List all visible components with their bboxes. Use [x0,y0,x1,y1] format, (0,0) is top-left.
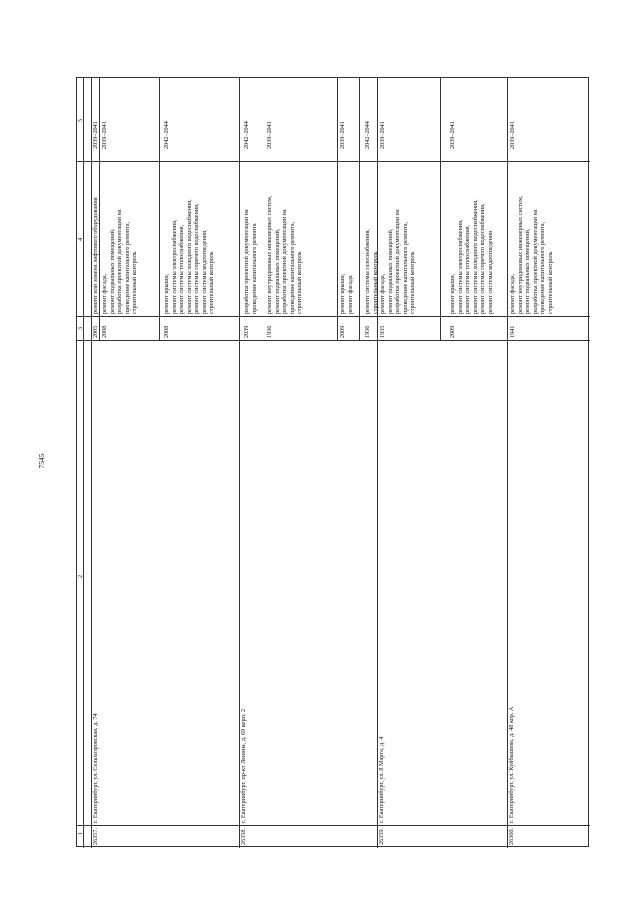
column-divider [77,161,590,162]
work-item: строительный контроль [131,251,138,314]
repair-schedule-table [76,77,589,847]
work-item: разработка проектной документации на [116,209,123,314]
repair-period: 2039–2041 [379,121,386,149]
construction-year: 1936 [364,325,371,338]
work-item: строительный контроль [296,251,303,314]
construction-year: 1941 [509,325,516,338]
work-item: ремонт крыши, [449,273,456,314]
work-item: ремонт внутридомовых инженерных систем, [266,195,273,314]
row-address: г. Екатеринбург, пр-кт Ленина, д. 69 корп. 2 [240,708,247,823]
column-header-2: 2 [77,574,84,578]
construction-year: 2008 [163,325,170,338]
work-item: разработка проектной документации на [394,209,401,314]
group-divider [337,78,338,340]
work-item: ремонт системы водоотведения [486,231,494,314]
repair-period: 2039–2041 [509,121,516,149]
work-item: проведение капитального ремонта, [539,221,546,314]
repair-period: 2039–2041 [339,121,346,149]
work-item: ремонт системы электроснабжения, [456,219,464,314]
work-item: ремонт фасада, [379,273,386,314]
repair-period: 2042–2044 [364,121,371,149]
work-item: проведение капитального ремонта, [288,221,296,314]
work-item: ремонт системы электроснабжения, [170,219,178,314]
repair-period: 2039–2041 [101,121,108,149]
group-divider [440,78,441,340]
repair-period: 2042–2044 [163,121,170,149]
row-address: г. Екатеринбург, ул. Сельхозровская, д. 74 [92,713,99,823]
column-divider [77,825,590,826]
column-header-4: 4 [77,237,84,241]
repair-period: 2039–2041 [266,121,273,149]
work-item: строительный контроль [371,251,379,314]
work-item: ремонт крыши, [339,273,346,314]
work-item: разработка проектной документации на [531,209,539,314]
work-item: ремонт фасада [346,275,354,314]
construction-year: 2009 [449,325,456,338]
work-item: ремонт системы теплоснабжения, [464,224,471,314]
work-item: ремонт системы горячего водоснабжения, [479,203,486,314]
row-divider [377,78,378,848]
construction-year: 2039 [243,325,250,338]
work-item: проведение капитального ремонта [250,223,258,314]
header-divider [83,78,84,848]
work-item: ремонт подвальных помещений, [524,228,531,314]
work-item: ремонт подвальных помещений, [273,228,281,314]
column-header-3: 3 [77,326,84,330]
construction-year: 1935 [379,325,386,338]
work-item: ремонт внутридомовых инженерных систем, [516,195,524,314]
work-item: ремонт системы холодного водоснабжения, [185,199,193,314]
work-item: разработка проектной документации на [281,209,288,314]
work-item: ремонт или замена лифтового оборудования [92,197,99,314]
row-number: 26357. [92,827,99,845]
work-item: строительный контроль [208,251,215,314]
column-divider [77,340,590,341]
row-address: г. Екатеринбург, ул. 8 Марта, д. 4 [378,736,385,823]
work-item: ремонт системы водоотведения, [200,229,208,314]
group-divider [159,78,160,340]
repair-period: 2042–2044 [243,121,250,149]
row-number: 26360. [508,827,515,845]
work-item: разработка проектной документации на [243,209,250,314]
work-item: ремонт фасада, [101,273,108,314]
repair-period: 2039–2041 [449,121,456,149]
work-item: ремонт подвальных помещений, [386,228,394,314]
work-item: строительный контроль [409,251,416,314]
column-header-1: 1 [77,831,84,835]
work-item: строительный контроль [546,251,554,314]
work-item: ремонт системы горячего водоснабжения, [193,203,200,314]
work-item: ремонт системы холодного водоснабжения, [471,199,479,314]
work-item: ремонт фасада, [509,273,516,314]
column-header-5: 5 [77,118,84,122]
repair-period: 2039–2041 [92,121,99,149]
row-number: 26359. [378,827,385,845]
work-item: ремонт системы газоснабжения, [364,229,371,314]
group-divider [359,78,360,340]
page-number: 7545 [37,453,46,469]
column-divider [77,316,590,317]
row-address: г. Екатеринбург, ул. Куйбышева, д. 48 кор. А [508,706,515,823]
work-item: ремонт крыши, [163,273,170,314]
work-item: проведение капитального ремонта, [401,221,409,314]
work-item: проведение капитального ремонта, [123,221,131,314]
construction-year: 2008 [101,325,108,338]
work-item: ремонт системы теплоснабжения, [178,224,185,314]
construction-year: 2009 [339,325,346,338]
work-item: ремонт подвальных помещений, [108,228,116,314]
construction-year: 2005 [92,325,99,338]
construction-year: 1936 [266,325,273,338]
row-number: 26358. [240,827,247,845]
